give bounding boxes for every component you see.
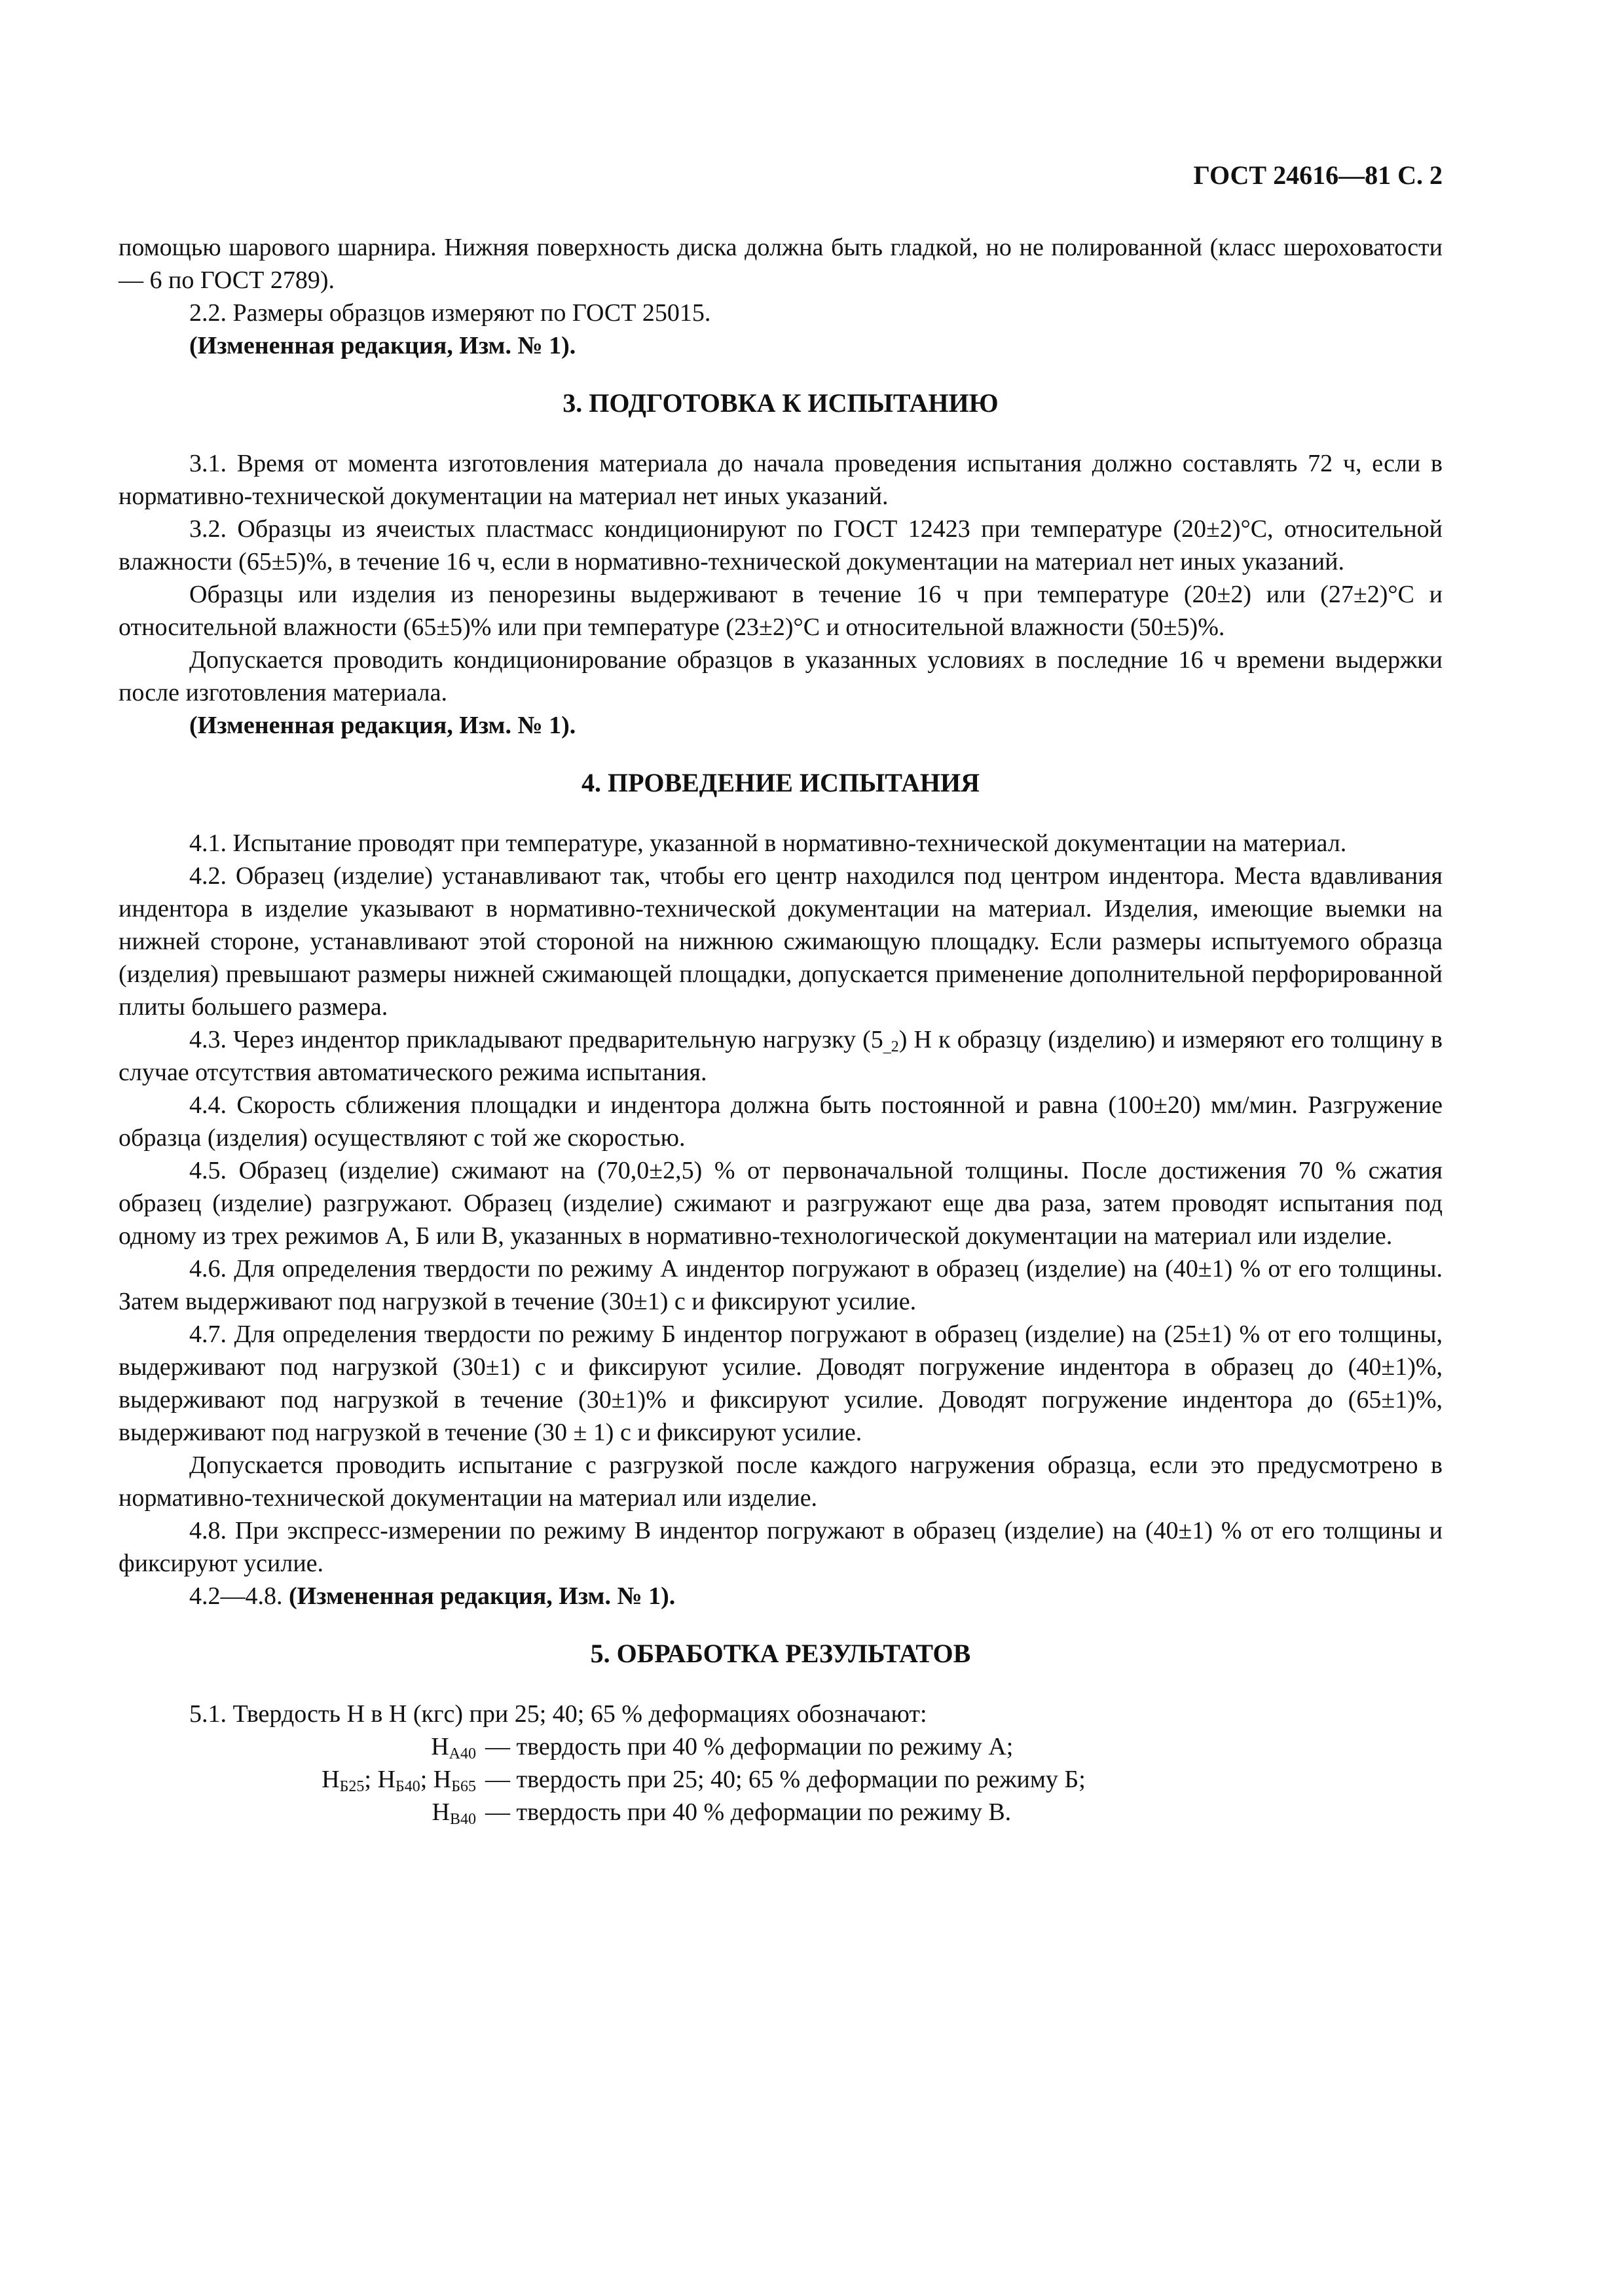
paragraph-4-6: 4.6. Для определения твердости по режиму А индентор погружают в образец (изделие) на (40±1) % от его толщины. Затем выдерживают под нагрузкой в течение (30±1) с и фиксируют усилие. <box>119 1255 1443 1315</box>
paragraph-3-2: 3.2. Образцы из ячеистых пластмасс кондиционируют по ГОСТ 12423 при температуре (20±2)°С, относительной влажности (65±5)%, в течение 16 ч, если в нормативно-технической документации на материал нет иных указаний. <box>119 515 1443 575</box>
symbol-subscript: Б40 <box>395 1778 420 1795</box>
section-5-title: 5. ОБРАБОТКА РЕЗУЛЬТАТОВ <box>590 1639 971 1668</box>
paragraph-5-1: 5.1. Твердость Н в Н (кгс) при 25; 40; 65 % деформациях обозначают: <box>189 1700 927 1728</box>
symbol-letter: Н <box>432 1798 450 1826</box>
symbol-letter: Н <box>433 1766 452 1793</box>
section-3-title: 3. ПОДГОТОВКА К ИСПЫТАНИЮ <box>562 388 999 418</box>
paragraph-2-2: 2.2. Размеры образцов измеряют по ГОСТ 25015. <box>189 299 711 327</box>
section-4-title: 4. ПРОВЕДЕНИЕ ИСПЫТАНИЯ <box>581 768 980 797</box>
change-note-text: (Измененная редакция, Изм. № 1). <box>289 1582 676 1610</box>
paragraph-4-7-allow: Допускается проводить испытание с разгрузкой после каждого нагружения образца, если это предусмотрено в нормативно-технической документации на материал или изделие. <box>119 1451 1443 1512</box>
paragraph-4-5: 4.5. Образец (изделие) сжимают на (70,0±2,5) % от первоначальной толщины. После достижения 70 % сжатия образец (изделие) разгружают. Образец (изделие) сжимают и разгружают еще два раза, затем проводят испытания под одному из трех режимов А, Б или В, указанных в нормативно-технологической документации на материал или изделие. <box>119 1157 1443 1250</box>
paragraph-3-1: 3.1. Время от момента изготовления материала до начала проведения испытания должно составлять 72 ч, если в нормативно-технической документации на материал нет иных указаний. <box>119 450 1443 510</box>
paragraph-4-1: 4.1. Испытание проводят при температуре, указанной в нормативно-технической документации на материал. <box>189 829 1347 857</box>
symbol-subscript: Б65 <box>451 1778 476 1795</box>
definition-text: — твердость при 25; 40; 65 % деформации по режиму Б; <box>485 1766 1086 1793</box>
page-header: ГОСТ 24616—81 С. 2 <box>1193 160 1443 190</box>
definition-row-b <box>119 1763 1443 1796</box>
paragraph-3-2-rubber: Образцы или изделия из пенорезины выдерживают в течение 16 ч при температуре (20±2) или (27±2)°С и относительной влажности (65±5)% или при температуре (23±2)°С и относительной влажности (50±5)%. <box>119 581 1443 641</box>
paragraph-2-1-continuation: помощью шарового шарнира. Нижняя поверхность диска должна быть гладкой, но не полированной (класс шероховатости — 6 по ГОСТ 2789). <box>119 234 1443 294</box>
definition-text: — твердость при 40 % деформации по режиму А; <box>485 1733 1014 1760</box>
symbol-separator: ; <box>364 1766 378 1793</box>
paragraph-4-3-part-b: ) Н к образцу (изделию) и измеряют его толщину в случае отсутствия автоматического режима испытания. <box>119 1026 1443 1086</box>
change-note-text: (Измененная редакция, Изм. № 1). <box>189 712 576 739</box>
tolerance-subscript: _2 <box>883 1038 899 1055</box>
change-note-sec4 <box>119 1580 1443 1613</box>
symbol-separator: ; <box>420 1766 433 1793</box>
paragraph-4-3 <box>119 1023 1443 1089</box>
symbol-subscript: А40 <box>449 1745 476 1762</box>
paragraph-4-8: 4.8. При экспресс-измерении по режиму В индентор погружают в образец (изделие) на (40±1) % от его толщины и фиксируют усилие. <box>119 1517 1443 1577</box>
paragraph-4-7: 4.7. Для определения твердости по режиму Б индентор погружают в образец (изделие) на (25±1) % от его толщины, выдерживают под нагрузкой (30±1) с и фиксируют усилие. Доводят погружение индентора в образец до (40±1)%, выдерживают под нагрузкой в течение (30±1)% и фиксируют усилие. Доводят погружение индентора до (65±1)%, выдерживают под нагрузкой в течение (30 ± 1) с и фиксируют усилие. <box>119 1321 1443 1446</box>
symbol-letter: Н <box>377 1766 396 1793</box>
definition-row-a40 <box>119 1730 1443 1763</box>
definition-row-v40 <box>119 1796 1443 1829</box>
symbol-subscript: В40 <box>449 1811 476 1828</box>
document-page <box>119 147 1443 1829</box>
change-note-sec3 <box>119 709 1443 742</box>
paragraph-3-2-allow: Допускается проводить кондиционирование образцов в указанных условиях в последние 16 ч времени выдержки после изготовления материала. <box>119 646 1443 706</box>
definition-text: — твердость при 40 % деформации по режиму В. <box>485 1798 1012 1826</box>
paragraph-4-3-part-a: 4.3. Через индентор прикладывают предварительную нагрузку (5 <box>189 1026 883 1053</box>
symbol-h-a40 <box>119 1730 485 1763</box>
change-note-sec2 <box>119 329 1443 362</box>
paragraph-4-4: 4.4. Скорость сближения площадки и индентора должна быть постоянной и равна (100±20) мм/мин. Разгружение образца (изделия) осуществляют с той же скоростью. <box>119 1091 1443 1152</box>
symbol-letter: Н <box>322 1766 340 1793</box>
change-note-text: (Измененная редакция, Изм. № 1). <box>189 332 576 359</box>
symbol-h-v40 <box>119 1796 485 1829</box>
symbol-h-b <box>119 1763 485 1796</box>
symbol-subscript: Б25 <box>339 1778 365 1795</box>
symbol-letter: Н <box>431 1733 449 1760</box>
hardness-definitions <box>119 1730 1443 1829</box>
paragraph-4-2: 4.2. Образец (изделие) устанавливают так, чтобы его центр находился под центром индентора. Места вдавливания индентора в изделие указывают в нормативно-технической документации на материал. Изделия, имеющие выемки на нижней стороне, устанавливают этой стороной на нижнюю сжимающую площадку. Если размеры испытуемого образца (изделия) превышают размеры нижней сжимающей площадки, допускается применение дополнительной перфорированной плиты большего размера. <box>119 862 1443 1021</box>
change-note-prefix: 4.2—4.8. <box>189 1582 289 1610</box>
